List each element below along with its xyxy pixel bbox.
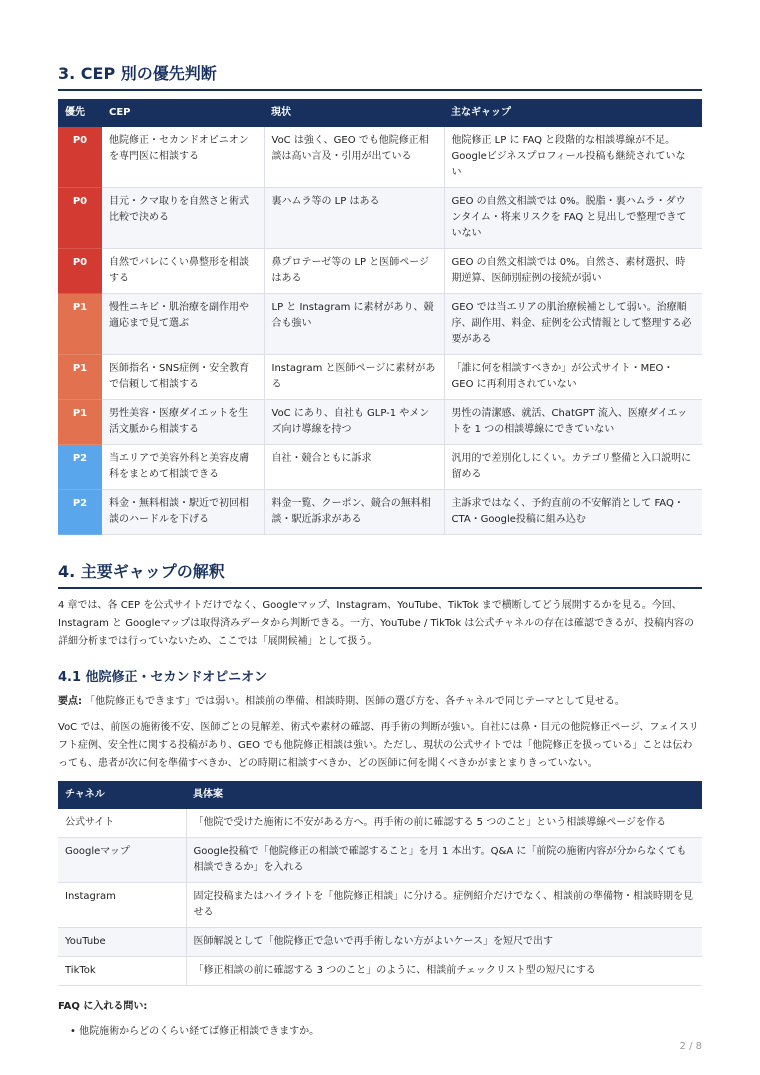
key-point-label: 要点: xyxy=(58,696,82,707)
key-point-text: 「他院修正もできます」では弱い。相談前の準備、相談時期、医師の選び方を、各チャネルで同じテーマとして見せる。 xyxy=(82,696,625,707)
faq-list xyxy=(70,1024,702,1040)
status-cell: LP と Instagram に素材があり、競合も強い xyxy=(264,294,444,355)
table-row xyxy=(58,490,702,535)
table-row xyxy=(58,127,702,188)
gap-cell: 汎用的で差別化しにくい。カテゴリ整備と入口説明に留める xyxy=(444,445,702,490)
header-plan: 具体案 xyxy=(186,781,702,809)
status-cell: VoC にあり、自社も GLP-1 やメンズ向け導線を持つ xyxy=(264,400,444,445)
table-row xyxy=(58,188,702,249)
table-row xyxy=(58,809,702,838)
table-row xyxy=(58,838,702,883)
channel-cell: YouTube xyxy=(58,928,186,957)
key-point xyxy=(58,693,702,711)
status-cell: 裏ハムラ等の LP はある xyxy=(264,188,444,249)
priority-badge: P2 xyxy=(58,490,102,535)
priority-badge: P0 xyxy=(58,127,102,188)
cep-table-header xyxy=(58,99,702,127)
gap-cell: GEO の自然文相談では 0%。脱脂・裏ハムラ・ダウンタイム・将来リスクを FAQ と見出しで整理できていない xyxy=(444,188,702,249)
section-3-title: 3. CEP 別の優先判断 xyxy=(58,61,702,91)
cep-cell: 当エリアで美容外科と美容皮膚科をまとめて相談できる xyxy=(102,445,264,490)
priority-badge: P2 xyxy=(58,445,102,490)
gap-cell: 「誰に何を相談すべきか」が公式サイト・MEO・GEO に再利用されていない xyxy=(444,355,702,400)
plan-cell: 医師解説として「他院修正で急いで再手術しない方がよいケース」を短尺で出す xyxy=(186,928,702,957)
plan-cell: Google投稿で「他院修正の相談で確認すること」を月 1 本出す。Q&A に「前院の施術内容が分からなくても相談できるか」を入れる xyxy=(186,838,702,883)
table-row xyxy=(58,883,702,928)
cep-cell: 自然でバレにくい鼻整形を相談する xyxy=(102,249,264,294)
table-row xyxy=(58,928,702,957)
priority-badge: P1 xyxy=(58,294,102,355)
gap-cell: GEO では当エリアの肌治療候補として弱い。治療順序、副作用、料金、症例を公式情報として整理する必要がある xyxy=(444,294,702,355)
status-cell: 料金一覧、クーポン、競合の無料相談・駅近訴求がある xyxy=(264,490,444,535)
channel-cell: 公式サイト xyxy=(58,809,186,838)
channel-table-header xyxy=(58,781,702,809)
table-row xyxy=(58,355,702,400)
section-4-title: 4. 主要ギャップの解釈 xyxy=(58,559,702,589)
status-cell: 自社・競合ともに訴求 xyxy=(264,445,444,490)
table-row xyxy=(58,294,702,355)
table-row xyxy=(58,957,702,986)
gap-cell: 主訴求ではなく、予約直前の不安解消として FAQ・CTA・Google投稿に組み込む xyxy=(444,490,702,535)
cep-cell: 他院修正・セカンドオピニオンを専門医に相談する xyxy=(102,127,264,188)
faq-item: • 他院施術からどのくらい経てば修正相談できますか。 xyxy=(70,1024,702,1040)
table-row xyxy=(58,249,702,294)
channel-cell: TikTok xyxy=(58,957,186,986)
header-status: 現状 xyxy=(264,99,444,127)
cep-cell: 目元・クマ取りを自然さと術式比較で決める xyxy=(102,188,264,249)
faq-title: FAQ に入れる問い: xyxy=(58,1001,148,1012)
gap-cell: 男性の清潔感、就活、ChatGPT 流入、医療ダイエットを 1 つの相談導線にできていない xyxy=(444,400,702,445)
header-gap: 主なギャップ xyxy=(444,99,702,127)
cep-table-body xyxy=(58,127,702,535)
table-row xyxy=(58,445,702,490)
status-cell: Instagram と医師ページに素材がある xyxy=(264,355,444,400)
status-cell: VoC は強く、GEO でも他院修正相談は高い言及・引用が出ている xyxy=(264,127,444,188)
priority-badge: P1 xyxy=(58,355,102,400)
header-priority: 優先 xyxy=(58,99,102,127)
priority-badge: P1 xyxy=(58,400,102,445)
cep-cell: 男性美容・医療ダイエットを生活文脈から相談する xyxy=(102,400,264,445)
channel-plan-table xyxy=(58,781,702,986)
header-cep: CEP xyxy=(102,99,264,127)
cep-cell: 慢性ニキビ・肌治療を副作用や適応まで見て選ぶ xyxy=(102,294,264,355)
page xyxy=(58,0,702,1040)
plan-cell: 固定投稿またはハイライトを「他院修正相談」に分ける。症例紹介だけでなく、相談前の準備物・相談時期を見せる xyxy=(186,883,702,928)
cep-cell: 医師指名・SNS症例・安全教育で信頼して相談する xyxy=(102,355,264,400)
status-cell: 鼻プロテーゼ等の LP と医師ページはある xyxy=(264,249,444,294)
plan-cell: 「他院で受けた施術に不安がある方へ。再手術の前に確認する 5 つのこと」という相談導線ページを作る xyxy=(186,809,702,838)
cep-cell: 料金・無料相談・駅近で初回相談のハードルを下げる xyxy=(102,490,264,535)
gap-cell: GEO の自然文相談では 0%。自然さ、素材選択、時期逆算、医師別症例の接続が弱い xyxy=(444,249,702,294)
priority-badge: P0 xyxy=(58,188,102,249)
gap-cell: 他院修正 LP に FAQ と段階的な相談導線が不足。Googleビジネスプロフィール投稿も継続されていない xyxy=(444,127,702,188)
channel-cell: Googleマップ xyxy=(58,838,186,883)
section-4-1-body: VoC では、前医の施術後不安、医師ごとの見解差、術式や素材の確認、再手術の判断が強い。自社には鼻・目元の他院修正ページ、フェイスリフト症例、安全性に関する投稿があり、GEO でも他院修正相談は強い。ただし、現状の公式サイトでは「他院修正を扱っている」ことは伝わっても、患者が次に何を準備すべきか、どの時期に相談すべきか、どの医師に何を聞くべきかがまとまりきっていない。 xyxy=(58,722,699,769)
header-channel: チャネル xyxy=(58,781,186,809)
page-number: 2 / 8 xyxy=(679,1041,702,1052)
cep-priority-table xyxy=(58,99,702,535)
plan-cell: 「修正相談の前に確認する 3 つのこと」のように、相談前チェックリスト型の短尺にする xyxy=(186,957,702,986)
table-row xyxy=(58,400,702,445)
channel-cell: Instagram xyxy=(58,883,186,928)
section-4-intro: 4 章では、各 CEP を公式サイトだけでなく、Googleマップ、Instagram、YouTube、TikTok まで横断してどう展開するかを見る。今回、Instagram と Googleマップは取得済みデータから判断できる。一方、YouTube / TikTok は公式チャネルの存在は確認できるが、投稿内容の詳細分析までは行っていないため、ここでは「展開候補」として扱う。 xyxy=(58,600,695,647)
priority-badge: P0 xyxy=(58,249,102,294)
section-4-1-title: 4.1 他院修正・セカンドオピニオン xyxy=(58,670,268,685)
